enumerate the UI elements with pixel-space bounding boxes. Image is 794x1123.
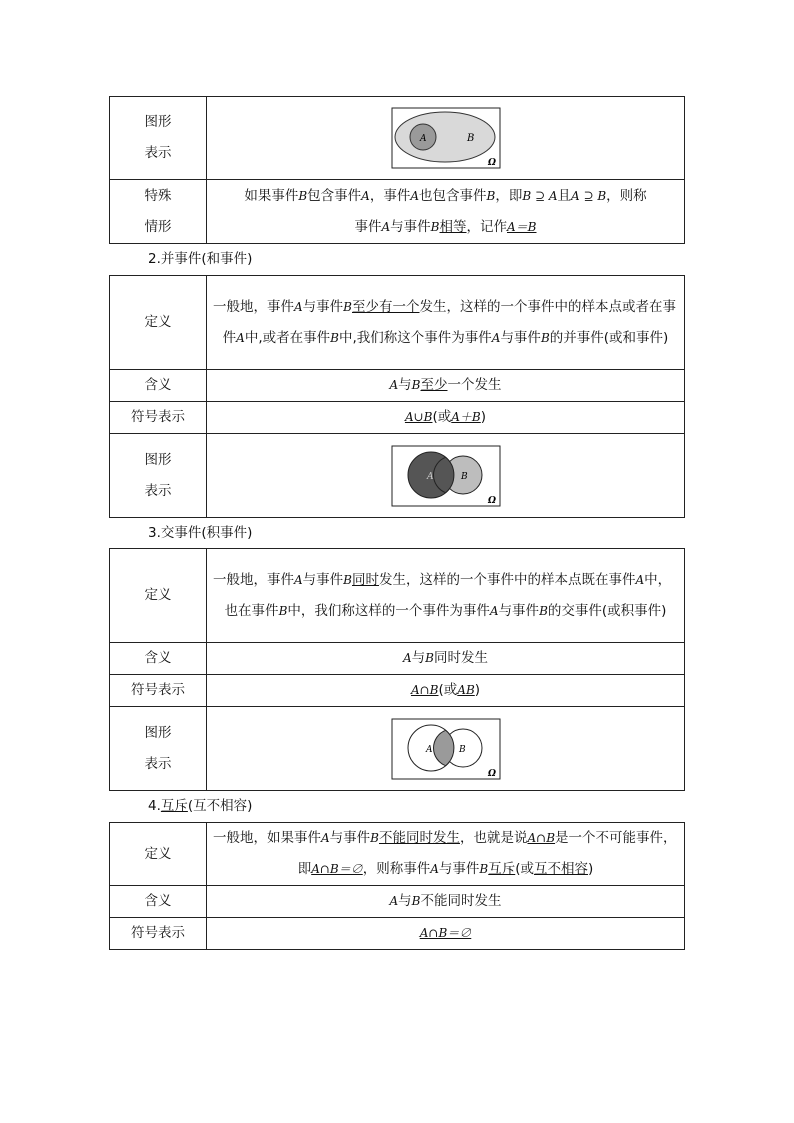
exclusive-symbol: A∩B＝∅ bbox=[419, 926, 472, 940]
union-figure-cell bbox=[207, 434, 685, 518]
intersection-def-label: 定义 bbox=[110, 549, 207, 643]
figure-label-line1: 图形 bbox=[144, 114, 172, 130]
union-meaning-keyword: 至少 bbox=[420, 377, 448, 393]
union-meaning-label: 含义 bbox=[110, 370, 207, 402]
venn-diagram-subset bbox=[391, 107, 501, 169]
venn-label-omega: Ω bbox=[487, 495, 496, 506]
union-figure-label-line1: 图形 bbox=[144, 451, 172, 468]
union-def-label: 定义 bbox=[110, 276, 207, 370]
venn-label-a: A bbox=[426, 471, 433, 482]
venn-diagram-intersection bbox=[391, 718, 501, 780]
union-table bbox=[109, 275, 685, 518]
intersection-symbol-cell: A∩B(或AB) bbox=[207, 675, 685, 707]
union-def-text: 一般地，事件A与事件B至少有一个发生，这样的一个事件中的样本点或者在事件A中,或者在事件B中,我们称这个事件为事件A与事件B的并事件(或和事件) bbox=[213, 298, 676, 346]
equal-keyword: 相等 bbox=[439, 218, 467, 235]
exclusive-keyword: 不能同时发生 bbox=[379, 830, 460, 846]
venn-label-b: B bbox=[466, 133, 474, 144]
exclusive-def-text: 一般地，如果事件A与事件B不能同时发生，也就是说A∩B是一个不可能事件，即A∩B＝∅，则称事件A与事件B互斥(或互不相容) bbox=[213, 830, 677, 877]
union-def-cell bbox=[207, 276, 685, 370]
intersection-symbol-1: A∩B bbox=[410, 683, 439, 697]
union-figure-label-cell bbox=[110, 434, 207, 518]
venn-label-omega: Ω bbox=[487, 158, 496, 168]
special-text-cell bbox=[207, 180, 685, 244]
intersection-meaning-label: 含义 bbox=[110, 643, 207, 675]
exclusive-heading: 4.互斥(互不相容) bbox=[148, 798, 253, 814]
union-keyword: 至少有一个 bbox=[352, 298, 420, 315]
union-figure-label-line2: 表示 bbox=[144, 482, 172, 499]
intersection-heading: 3.交事件(积事件) bbox=[148, 525, 253, 541]
intersection-def-text: 一般地，事件A与事件B同时发生，这样的一个事件中的样本点既在事件A中，也在事件B中，我们称这样的一个事件为事件A与事件B的交事件(或积事件) bbox=[213, 571, 672, 619]
exclusive-table bbox=[109, 822, 685, 950]
special-label-line2: 情形 bbox=[144, 218, 172, 235]
exclusive-meaning-cell: A与B不能同时发生 bbox=[207, 886, 685, 918]
figure-label-cell bbox=[110, 97, 207, 180]
venn-label-b: B bbox=[458, 744, 466, 755]
venn-label-omega: Ω bbox=[487, 768, 496, 779]
venn-label-a: A bbox=[419, 134, 426, 144]
special-text: 如果事件B包含事件A，事件A也包含事件B，即B ⊇ A且A ⊇ B，则称 事件A与事件B相等，记作A＝B bbox=[244, 187, 647, 235]
intersection-symbol-2: AB bbox=[457, 683, 475, 697]
special-label-line1: 特殊 bbox=[144, 187, 172, 204]
intersection-keyword: 同时 bbox=[352, 571, 379, 588]
union-meaning-cell: A与B至少一个发生 bbox=[207, 370, 685, 402]
exclusive-symbol-label: 符号表示 bbox=[110, 918, 207, 950]
intersection-figure-label-cell bbox=[110, 707, 207, 791]
exclusive-symbol-cell bbox=[207, 918, 685, 950]
intersection-figure-label-line1: 图形 bbox=[144, 724, 172, 741]
exclusive-def-label: 定义 bbox=[110, 823, 207, 886]
intersection-def-cell bbox=[207, 549, 685, 643]
intersection-symbol-label: 符号表示 bbox=[110, 675, 207, 707]
equal-notation: A＝B bbox=[507, 219, 537, 234]
figure-cell bbox=[207, 97, 685, 180]
venn-diagram-union bbox=[391, 445, 501, 507]
venn-label-b: B bbox=[460, 471, 468, 482]
special-label-cell bbox=[110, 180, 207, 244]
exclusive-meaning-label: 含义 bbox=[110, 886, 207, 918]
intersection-figure-label-line2: 表示 bbox=[144, 755, 172, 772]
union-heading: 2.并事件(和事件) bbox=[148, 251, 253, 267]
venn-label-a: A bbox=[425, 744, 432, 755]
union-symbol-label: 符号表示 bbox=[110, 402, 207, 434]
exclusive-heading-keyword: 互斥 bbox=[160, 798, 188, 814]
union-symbol-2: A＋B bbox=[451, 410, 481, 424]
intersection-figure-cell bbox=[207, 707, 685, 791]
exclusive-def-cell bbox=[207, 823, 685, 886]
intersection-table bbox=[109, 548, 685, 791]
equality-table bbox=[109, 96, 685, 244]
union-symbol-cell: A∪B(或A＋B) bbox=[207, 402, 685, 434]
intersection-meaning-cell: A与B同时发生 bbox=[207, 643, 685, 675]
union-symbol-1: A∪B bbox=[404, 410, 433, 424]
figure-label-line2: 表示 bbox=[144, 145, 172, 161]
